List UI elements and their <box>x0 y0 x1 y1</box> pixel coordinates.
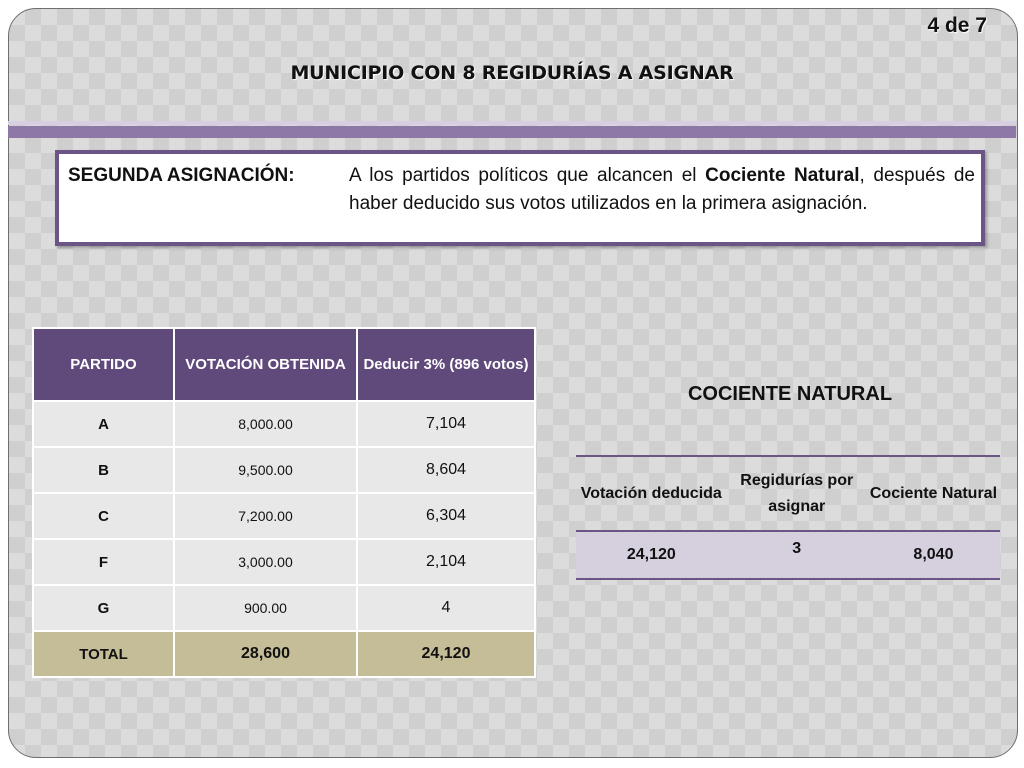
rule-box <box>55 150 985 246</box>
column-header-deducir: Deducir 3% (896 votos) <box>357 328 535 401</box>
cell-votacion: 8,000.00 <box>174 401 357 447</box>
cociente-value-row <box>576 531 1000 579</box>
total-votacion: 28,600 <box>174 631 357 677</box>
title-divider-light <box>8 121 1016 125</box>
table-row <box>33 447 535 493</box>
cell-votacion: 7,200.00 <box>174 493 357 539</box>
cell-partido: A <box>33 401 174 447</box>
cell-votacion: 3,000.00 <box>174 539 357 585</box>
table-row <box>33 585 535 631</box>
cociente-title: COCIENTE NATURAL <box>687 383 893 405</box>
cell-partido: G <box>33 585 174 631</box>
page-number: 4 de 7 <box>927 14 987 37</box>
cell-regidurias <box>727 531 867 579</box>
cell-regidurias-value: 3 <box>792 540 802 557</box>
cell-votacion-deducida: 24,120 <box>576 531 727 579</box>
page-title: MUNICIPIO CON 8 REGIDURÍAS A ASIGNAR <box>290 62 734 84</box>
rule-label: SEGUNDA ASIGNACIÓN: <box>68 165 295 186</box>
cociente-header-row <box>576 456 1000 531</box>
cell-partido: C <box>33 493 174 539</box>
rule-text <box>349 162 975 218</box>
cell-votacion: 9,500.00 <box>174 447 357 493</box>
cell-votacion: 900.00 <box>174 585 357 631</box>
column-header-votacion: VOTACIÓN OBTENIDA <box>174 328 357 401</box>
total-deducir: 24,120 <box>357 631 535 677</box>
rule-text-emphasis: Cociente Natural <box>705 165 860 186</box>
column-header-cociente: Cociente Natural <box>867 456 1000 531</box>
cell-cociente-natural: 8,040 <box>867 531 1000 579</box>
table-header-row <box>33 328 535 401</box>
cell-deducir: 4 <box>357 585 535 631</box>
column-header-regidurias: Regidurías por asignar <box>727 456 867 531</box>
rule-text-start: A los partidos políticos que alcancen el <box>349 165 706 186</box>
total-label: TOTAL <box>33 631 174 677</box>
rule-text-end: , después de haber deducido sus votos utilizados en la primera asignación. <box>349 165 975 214</box>
table-row <box>33 539 535 585</box>
cell-partido: F <box>33 539 174 585</box>
cell-deducir: 6,304 <box>357 493 535 539</box>
column-header-votacion-deducida: Votación deducida <box>576 456 727 531</box>
table-row <box>33 401 535 447</box>
table-total-row <box>33 631 535 677</box>
cell-deducir: 8,604 <box>357 447 535 493</box>
votes-table <box>32 327 536 678</box>
cell-deducir: 2,104 <box>357 539 535 585</box>
title-divider-dark <box>8 126 1016 138</box>
cell-deducir: 7,104 <box>357 401 535 447</box>
cell-partido: B <box>33 447 174 493</box>
table-row <box>33 493 535 539</box>
column-header-partido: PARTIDO <box>33 328 174 401</box>
cociente-table <box>576 455 1000 580</box>
